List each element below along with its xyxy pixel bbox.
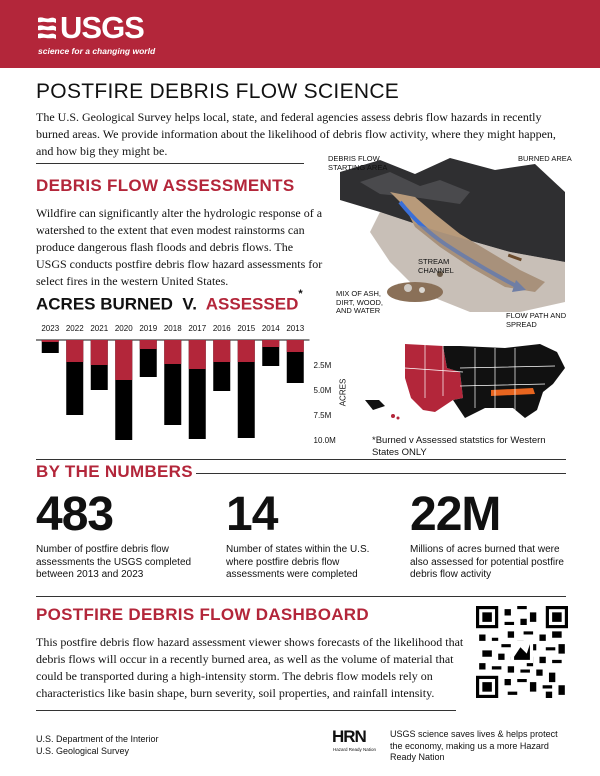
intro-paragraph: The U.S. Geological Survey helps local, state, and federal agencies assess debris flow hazards in recently burned areas. We provide information about the likelihood of debris flow activity, where they might happen, and how big they might be. — [36, 110, 556, 158]
label-flow-path: FLOW PATH AND SPREAD — [506, 311, 567, 329]
chart-bar-assessed — [189, 340, 206, 369]
chart-title — [36, 288, 303, 315]
chart-year-label: 2014 — [261, 324, 280, 333]
chart-year-label: 2013 — [286, 324, 305, 333]
chart-year-label: 2023 — [41, 324, 60, 333]
chart-title-sep: V. — [182, 294, 197, 314]
stat-assessments-value: 483 — [36, 488, 114, 541]
footer-agency — [36, 733, 159, 757]
hrn-wordmark: HRN — [332, 727, 366, 746]
assessments-heading: DEBRIS FLOW ASSESSMENTS — [36, 176, 295, 195]
chart-year-label: 2022 — [65, 324, 84, 333]
hawaii-shape — [397, 417, 400, 420]
us-states-map — [365, 338, 570, 430]
stat-acres-desc: Millions of acres burned that were also assessed for potential postfire debris flow activity — [410, 544, 564, 580]
dashboard-body: This postfire debris flow hazard assessment viewer shows forecasts of the likelihood that debris flows will occur in a recently burned area, as well as the volume of material that could be transported during a high-intensity storm. The debris flow models rely on characteristics like basin shape, burn severity, soil properties, and rainfall intensity. — [36, 635, 464, 700]
chart-ytick-label: 5.0M — [313, 386, 332, 395]
chart-ylabel: ACRES — [338, 378, 348, 407]
chart-title-assessed: ASSESSED — [205, 294, 299, 314]
hawaii-shape — [391, 414, 395, 418]
chart-year-label: 2021 — [90, 324, 109, 333]
chart-year-label: 2016 — [212, 324, 231, 333]
chart-ytick-label: 10.0M — [313, 436, 336, 445]
map-note-text: Burned v Assessed statstics for Western States ONLY — [372, 435, 546, 458]
map-note-marker: * — [372, 435, 376, 446]
footer-doi: U.S. Department of the Interior — [36, 734, 159, 744]
label-burned-area: BURNED AREA — [518, 154, 572, 163]
page-title: POSTFIRE DEBRIS FLOW SCIENCE — [36, 80, 400, 103]
acres-bar-chart — [30, 320, 348, 455]
chart-year-label: 2015 — [237, 324, 256, 333]
boulder — [404, 284, 412, 292]
hrn-subtitle: Hazard Ready Nation — [333, 747, 377, 752]
chart-bar-assessed — [42, 340, 59, 342]
label-stream-channel: STREAM CHANNEL — [418, 257, 454, 275]
chart-year-label: 2017 — [188, 324, 207, 333]
usgs-wave-icon — [36, 14, 58, 42]
divider — [196, 473, 566, 474]
dashboard-heading: POSTFIRE DEBRIS FLOW DASHBOARD — [36, 605, 369, 624]
label-starting-area: DEBRIS FLOW STARTING AREA — [328, 154, 388, 172]
qr-code-icon[interactable] — [476, 606, 568, 698]
chart-year-label: 2019 — [139, 324, 158, 333]
chart-ytick-label: 2.5M — [313, 361, 332, 370]
boulder — [419, 287, 425, 293]
stat-acres-value: 22M — [410, 488, 501, 541]
divider — [36, 710, 456, 711]
chart-bar-assessed — [91, 340, 108, 365]
chart-bar-assessed — [164, 340, 181, 364]
chart-ytick-label: 7.5M — [313, 411, 332, 420]
header-banner — [0, 0, 600, 68]
divider — [36, 459, 566, 460]
label-mix: MIX OF ASH, DIRT, WOOD, AND WATER — [336, 289, 383, 315]
chart-title-burned: ACRES BURNED — [36, 294, 173, 314]
hrn-logo[interactable] — [332, 727, 386, 757]
alaska-shape — [365, 400, 385, 410]
chart-bar-assessed — [213, 340, 230, 362]
chart-bar-assessed — [115, 340, 132, 380]
hrn-statement: USGS science saves lives & helps protect the economy, making us a more Hazard Ready Nation — [390, 729, 558, 762]
stat-states-value: 14 — [226, 488, 278, 541]
numbers-heading: BY THE NUMBERS — [36, 462, 193, 481]
chart-year-label: 2018 — [163, 324, 182, 333]
chart-bar-assessed — [262, 340, 279, 347]
chart-title-asterisk: * — [298, 288, 303, 300]
chart-bar-assessed — [66, 340, 83, 362]
chart-bar-assessed — [287, 340, 304, 352]
other-states-region — [443, 344, 565, 418]
chart-year-label: 2020 — [114, 324, 133, 333]
assessments-body: Wildfire can significantly alter the hydrologic response of a watershed to the extent that even modest rainstorms can produce dangerous flash floods and debris flows. The USGS conducts postfire debris flow hazard assessments for select fires in the western United States. — [36, 206, 323, 288]
footer-usgs: U.S. Geological Survey — [36, 746, 130, 756]
chart-bar-assessed — [238, 340, 255, 362]
stat-assessments-desc: Number of postfire debris flow assessments the USGS completed between 2013 and 2023 — [36, 544, 192, 580]
divider — [36, 163, 304, 164]
map-note — [372, 435, 572, 459]
usgs-tagline: science for a changing world — [38, 46, 156, 56]
stat-states-desc: Number of states within the U.S. where postfire debris flow assessments were completed — [226, 544, 370, 580]
usgs-wordmark: USGS — [60, 10, 144, 45]
chart-bar-assessed — [140, 340, 157, 349]
divider — [36, 596, 566, 597]
